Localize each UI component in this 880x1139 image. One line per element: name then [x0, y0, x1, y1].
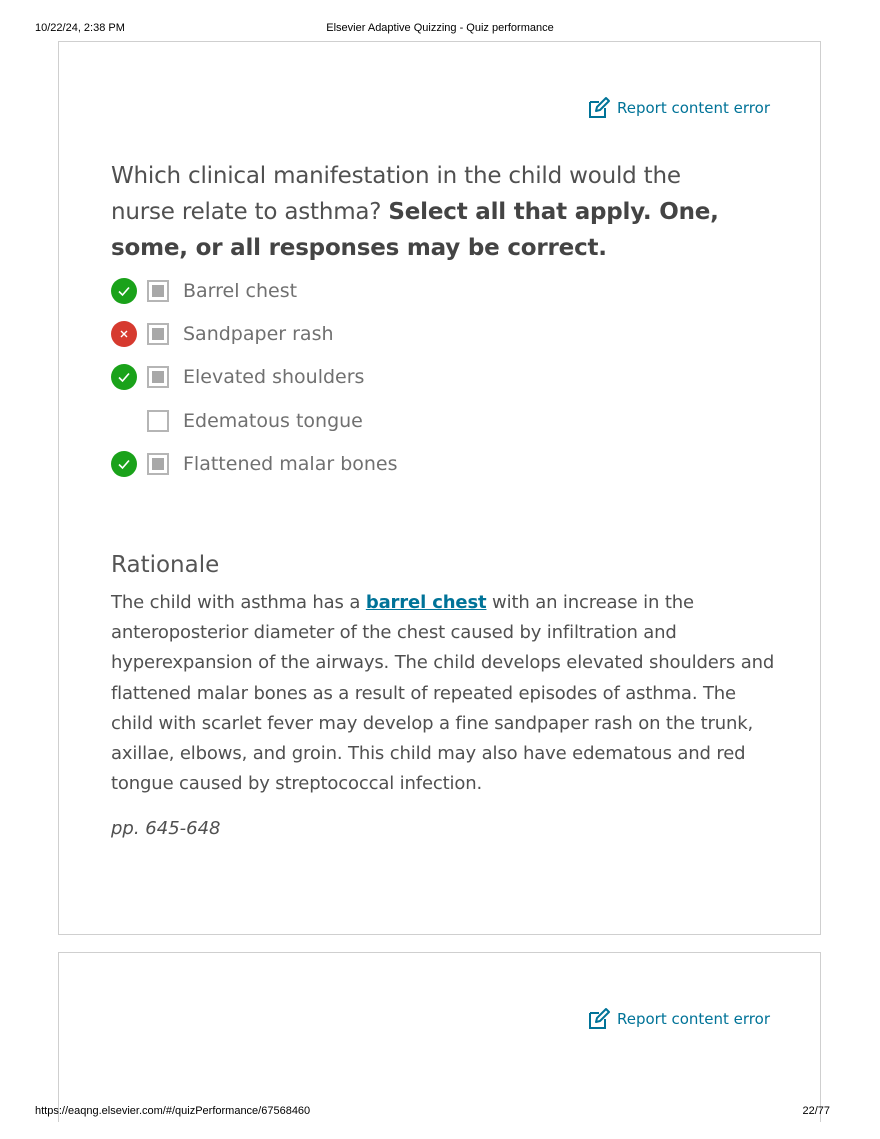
option-flattened-malar-bones	[111, 443, 711, 486]
report-content-error-link[interactable]	[587, 1007, 770, 1031]
edit-icon	[587, 1007, 611, 1031]
report-link-label: Report content error	[616, 99, 770, 117]
status-placeholder	[111, 408, 137, 434]
option-label: Edematous tongue	[183, 409, 363, 432]
question-stem: Which clinical manifestation in the child would the nurse relate to asthma?	[111, 163, 681, 225]
question-text	[111, 158, 751, 266]
answer-options	[111, 269, 711, 486]
option-checkbox[interactable]	[147, 323, 169, 345]
print-header	[0, 22, 880, 36]
rationale-heading: Rationale	[111, 552, 220, 578]
print-title: Elsevier Adaptive Quizzing - Quiz performance	[326, 22, 554, 34]
question-instruction: Select all that apply. One, some, or all responses may be correct.	[111, 199, 719, 261]
option-edematous-tongue	[111, 399, 711, 442]
option-barrel-chest	[111, 269, 711, 312]
option-label: Elevated shoulders	[183, 366, 365, 389]
option-label: Sandpaper rash	[183, 323, 334, 346]
option-checkbox[interactable]	[147, 280, 169, 302]
next-question-card	[58, 952, 821, 1122]
option-label: Barrel chest	[183, 279, 298, 302]
correct-icon	[111, 364, 137, 390]
edit-icon	[587, 96, 611, 120]
option-checkbox[interactable]	[147, 410, 169, 432]
print-page-number: 22/77	[802, 1105, 830, 1117]
print-footer	[0, 1105, 880, 1119]
option-checkbox[interactable]	[147, 453, 169, 475]
option-sandpaper-rash	[111, 312, 711, 355]
question-card	[58, 41, 821, 935]
glossary-term-link[interactable]: barrel chest	[365, 592, 487, 613]
rationale-text-start: The child with asthma has a	[111, 592, 366, 613]
option-label: Flattened malar bones	[183, 453, 398, 476]
incorrect-icon	[111, 321, 137, 347]
page-reference: pp. 645-648	[111, 818, 221, 839]
correct-icon	[111, 278, 137, 304]
option-checkbox[interactable]	[147, 366, 169, 388]
report-link-label: Report content error	[616, 1010, 770, 1028]
print-datetime: 10/22/24, 2:38 PM	[35, 22, 125, 34]
rationale-text	[111, 588, 781, 799]
print-url: https://eaqng.elsevier.com/#/quizPerformance/67568460	[35, 1105, 311, 1117]
correct-icon	[111, 451, 137, 477]
option-elevated-shoulders	[111, 356, 711, 399]
report-content-error-link[interactable]	[587, 96, 770, 120]
rationale-text-end: with an increase in the anteroposterior diameter of the chest caused by infiltration and hyperexpansion of the airways. The child develops elevated shoulders and flattened malar bones as a result of repeated episodes of asthma. The child with scarlet fever may develop a fine sandpaper rash on the trunk, axillae, elbows, and groin. This child may also have edematous and red tongue caused by streptococcal infection.	[111, 592, 775, 795]
